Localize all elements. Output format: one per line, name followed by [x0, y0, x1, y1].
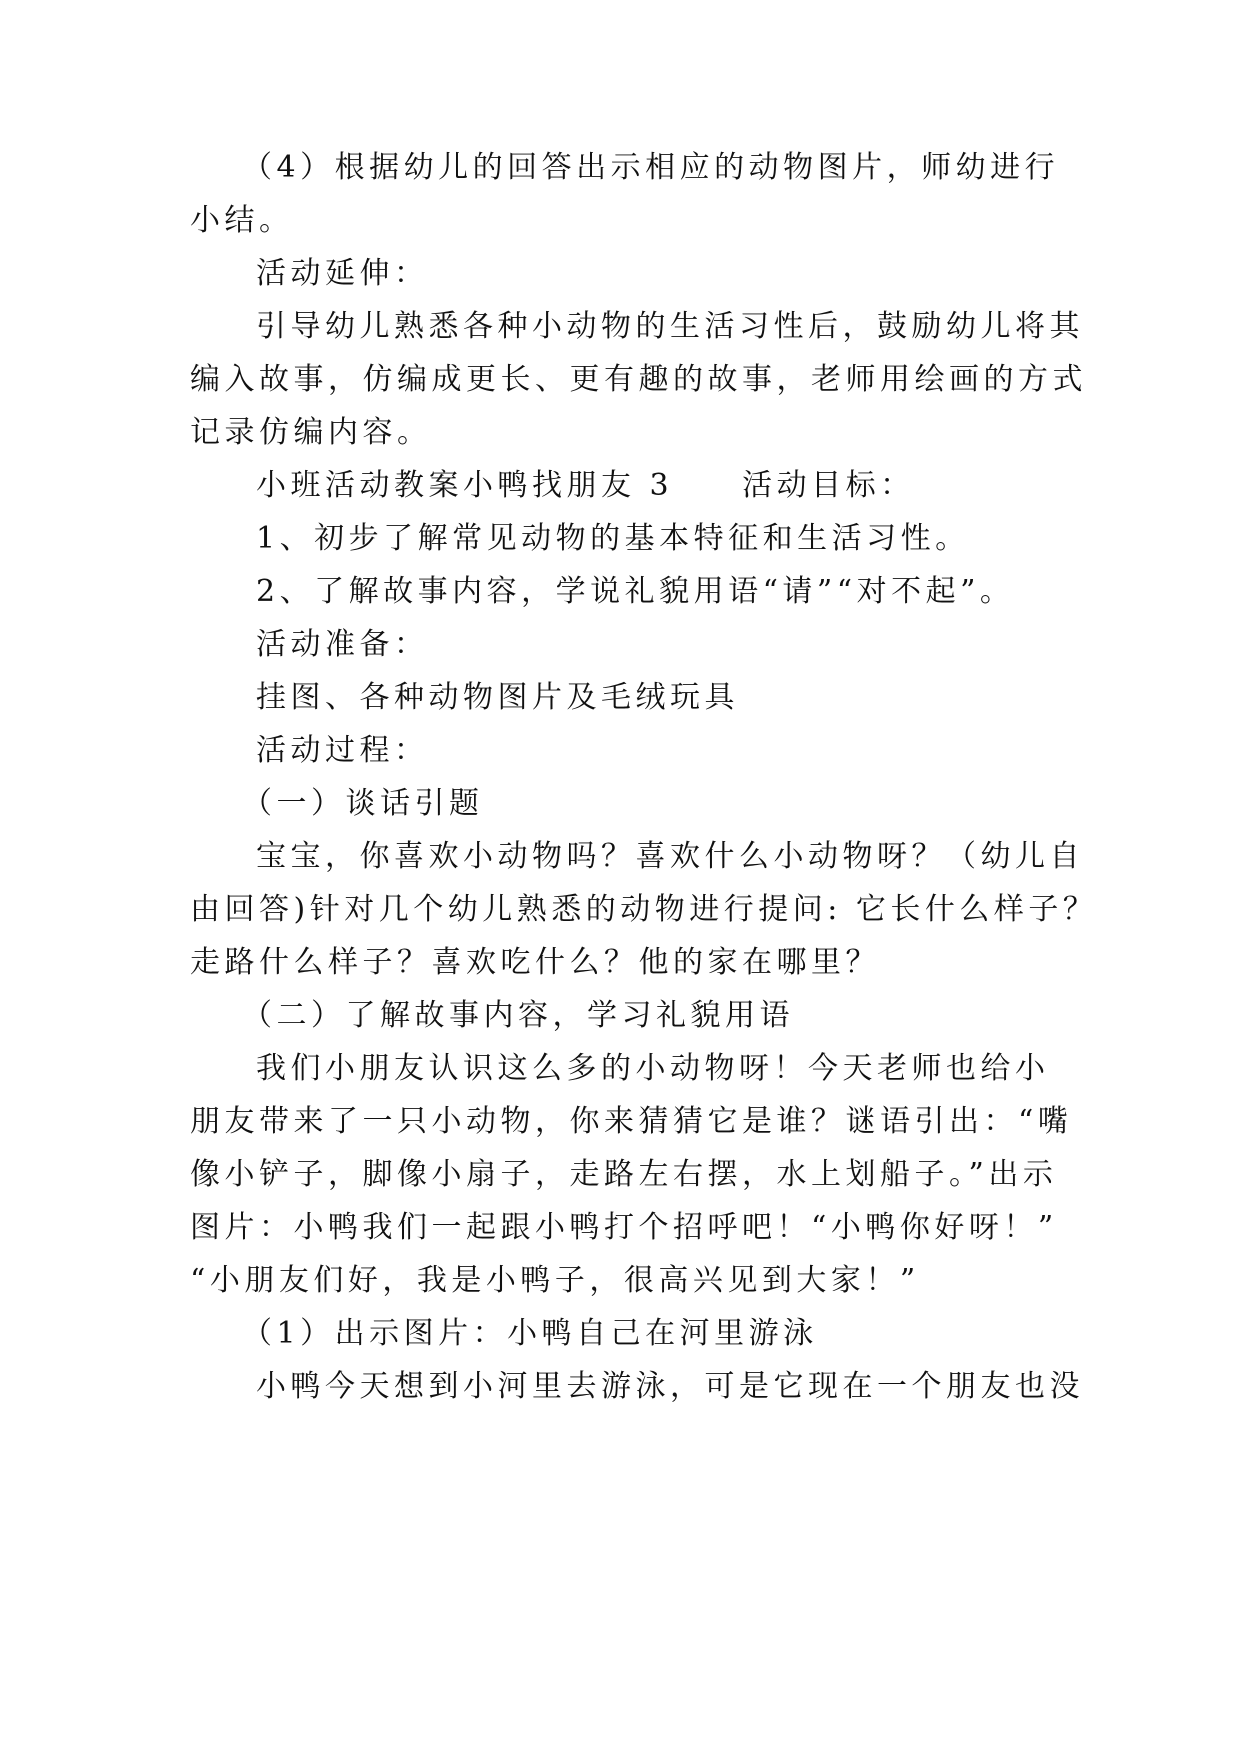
paragraph-line: 引导幼儿熟悉各种小动物的生活习性后，鼓励幼儿将其: [256, 309, 1084, 344]
paragraph-line: 小结。: [190, 203, 294, 238]
section-heading: 活动过程：: [256, 733, 429, 768]
paragraph-line: 编入故事，仿编成更长、更有趣的故事，老师用绘画的方式: [190, 362, 1087, 397]
paragraph-line: 挂图、各种动物图片及毛绒玩具: [256, 680, 739, 715]
paragraph-line: 小鸭今天想到小河里去游泳，可是它现在一个朋友也没: [256, 1369, 1084, 1404]
section-heading: 活动准备：: [256, 627, 429, 662]
paragraph-line: 图片：小鸭我们一起跟小鸭打个招呼吧！“小鸭你好呀！”: [190, 1210, 1058, 1245]
subsection-heading: （二）了解故事内容，学习礼貌用语: [242, 998, 794, 1033]
paragraph-line: “小朋友们好，我是小鸭子，很高兴见到大家！”: [190, 1263, 920, 1298]
subsection-heading: （一）谈话引题: [242, 786, 484, 821]
subsection-heading: （1）出示图片：小鸭自己在河里游泳: [242, 1316, 818, 1351]
paragraph-line: 像小铲子，脚像小扇子，走路左右摆，水上划船子。”出示: [190, 1157, 1058, 1192]
paragraph-line: 记录仿编内容。: [190, 415, 432, 450]
goal-item: 1、初步了解常见动物的基本特征和生活习性。: [256, 521, 970, 556]
paragraph-line: （4）根据幼儿的回答出示相应的动物图片，师幼进行: [242, 150, 1060, 185]
paragraph-line: 走路什么样子？喜欢吃什么？他的家在哪里？: [190, 945, 880, 980]
paragraph-line: 朋友带来了一只小动物，你来猜猜它是谁？谜语引出：“嘴: [190, 1104, 1073, 1139]
paragraph-line: 我们小朋友认识这么多的小动物呀！今天老师也给小: [256, 1051, 1050, 1086]
section-heading: 活动延伸：: [256, 256, 429, 291]
paragraph-line: 宝宝，你喜欢小动物吗？喜欢什么小动物呀？（幼儿自: [256, 839, 1084, 874]
lesson-title: 小班活动教案小鸭找朋友 3 活动目标：: [256, 468, 915, 503]
goal-item: 2、了解故事内容，学说礼貌用语“请”“对不起”。: [256, 574, 1015, 609]
paragraph-line: 由回答)针对几个幼儿熟悉的动物进行提问: 它长什么样子？: [190, 892, 1098, 927]
